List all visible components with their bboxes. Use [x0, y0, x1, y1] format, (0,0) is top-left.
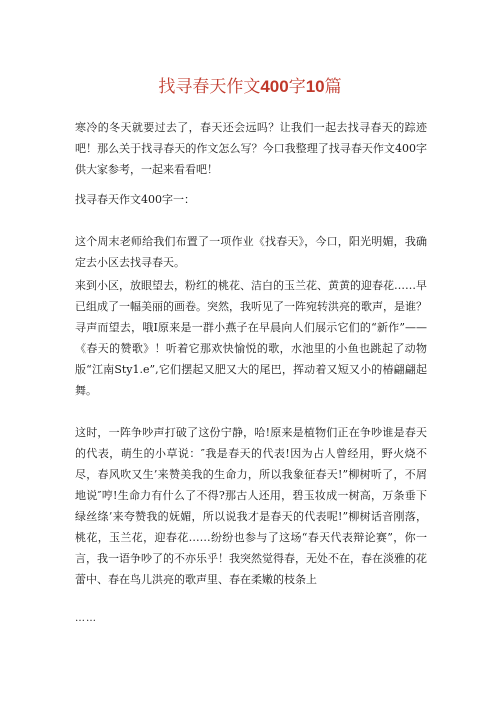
body-paragraph-2: 来到小区，放眼望去，粉红的桃花、洁白的玉兰花、黄黄的迎春花……早已组成了一幅美丽的画卷。突然，我听见了一阵宛转洪亮的歌声，是谁？寻声而望去，哦I原来是一群小燕子在早晨向人们展示它们的“新作”——《春天的赞歌》！听着它那欢快愉悦的歌，水池里的小鱼也跳起了动物版“江南Sty1.e”,它们摆起又肥又大的尾巴，挥动着又短又小的椿翩翩起舞。 — [75, 279, 427, 397]
title-prefix: 找寻春天作文 — [158, 77, 261, 97]
title-mid: 字 — [288, 77, 306, 97]
intro-paragraph: 寒冷的冬天就要过去了，春天还会远吗？让我们一起去找寻春天的踪迹吧！那么关于找寻春天的作文怎么写？今口我整理了找寻春天作文400字供大家参考，一起来看看吧！ — [75, 121, 427, 176]
title-number-400: 400 — [260, 77, 289, 96]
body-paragraph-3: 这时，一阵争吵声打破了这份宁静，哈!原来是植物们正在争吵谁是春天的代表，萌生的小草说：″我是春天的代表!因为占人曾经用，野火烧不尽，春风吹又生’来赞美我的生命力，所以我象征春天!”柳树听了，不屑地说″哼!生命力有什么了不得?那古人还用，碧玉妆成一树高，万条垂下绿丝绦’来夸赞我的妩媚，所以说我才是春天的代表呢!”柳树话音刚落，桃花，玉兰花，迎春花……纷纷也参与了这场“春天代表辩论赛”，你一言，我一语争吵了的不亦乐乎！我突然觉得春，无处不在，春在淡雅的花蕾中、春在鸟儿洪亮的歌声里、春在柔嫩的枝条上 — [75, 426, 427, 586]
title-suffix: 篇 — [324, 77, 342, 97]
body-paragraph-1: 这个周末老师给我们布置了一项作业《找春天》，今口，阳光明媚，我确定去小区去找寻春天。 — [75, 235, 427, 269]
continuation-ellipsis: …… — [75, 613, 97, 624]
section-subheading: 找寻春天作文400字一： — [75, 193, 195, 206]
document-title — [0, 75, 500, 99]
title-number-10: 10 — [305, 77, 325, 96]
